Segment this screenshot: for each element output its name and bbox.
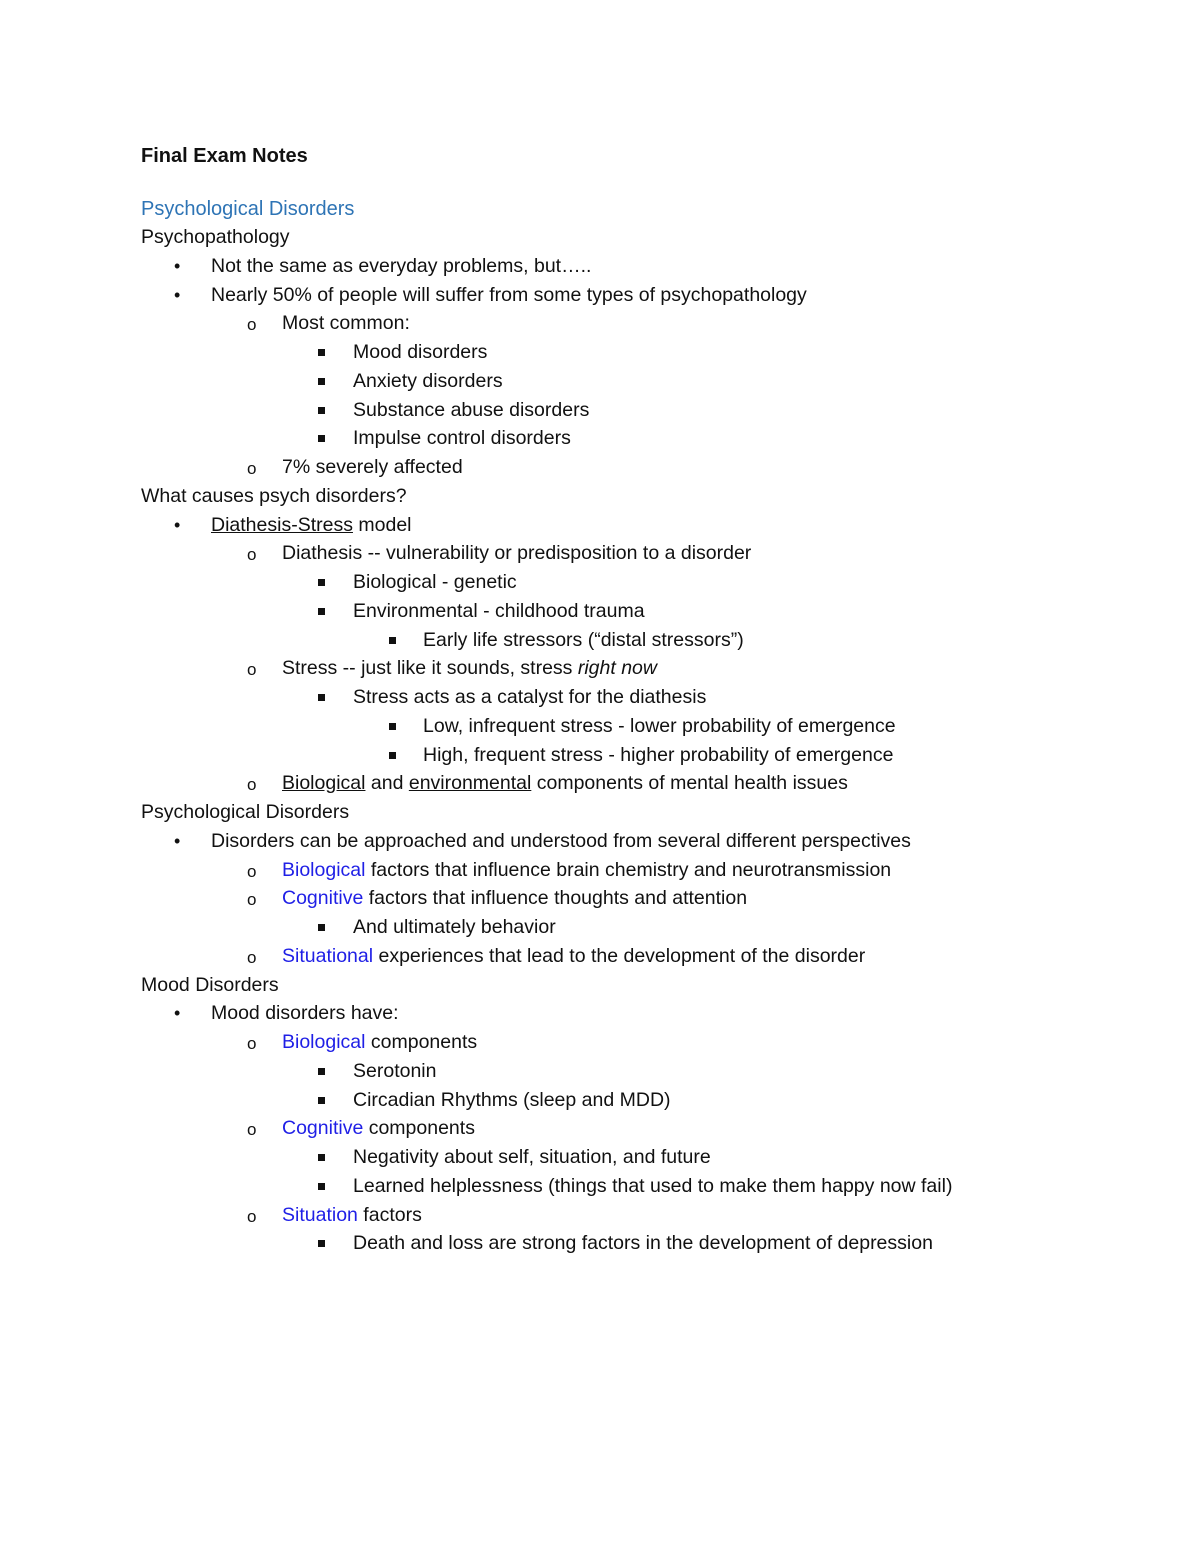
text-segment: Impulse control disorders (353, 427, 571, 450)
text-segment: Biological (282, 1031, 366, 1053)
text-segment: Mood Disorders (141, 973, 279, 996)
outline-subheading (0, 223, 1200, 252)
outline-text (353, 568, 517, 597)
bullet-square (318, 924, 325, 931)
bullet-circle: o (247, 861, 257, 881)
bullet-square (318, 579, 325, 586)
bullet-square (389, 752, 396, 759)
outline-item (0, 913, 1200, 942)
bullet-dot: • (174, 1003, 181, 1024)
outline-text (211, 252, 591, 281)
text-segment: Environmental - childhood trauma (353, 599, 645, 622)
bullet-circle: o (247, 1120, 257, 1140)
text-segment: Most common: (282, 312, 410, 335)
section-heading: Psychological Disorders (141, 198, 355, 220)
outline-item (0, 942, 1200, 971)
outline-text (353, 396, 589, 425)
outline-item (0, 367, 1200, 396)
bullet-square (318, 378, 325, 385)
outline-item (0, 511, 1200, 540)
text-segment: Stress -- just like it sounds, stress (282, 657, 578, 680)
outline-text (211, 827, 911, 856)
text-segment: model (352, 513, 412, 536)
text-segment: Low, infrequent stress - lower probability of emergence (423, 714, 896, 737)
outline-text (423, 741, 893, 770)
outline-text (282, 654, 657, 683)
text-segment: Not the same as everyday problems, but….. (211, 254, 592, 277)
text-segment: High, frequent stress - higher probability of emergence (423, 743, 894, 766)
outline-item (0, 1114, 1200, 1143)
bullet-square (389, 723, 396, 730)
text-segment: Early life stressors (“distal stressors”) (423, 628, 744, 651)
text-segment: right now (577, 657, 657, 680)
outline-item (0, 338, 1200, 367)
text-segment: factors that influence thoughts and attention (363, 887, 748, 910)
outline-subheading (0, 798, 1200, 827)
outline-item (0, 453, 1200, 482)
outline-text (282, 539, 751, 568)
outline-item (0, 1229, 1200, 1258)
outline-text (353, 683, 706, 712)
text-segment: Psychopathology (141, 226, 290, 248)
outline-item (0, 539, 1200, 568)
bullet-square (318, 1183, 325, 1190)
outline-subheading (0, 482, 1200, 511)
bullet-dot: • (174, 830, 181, 851)
outline-text (282, 1028, 477, 1057)
bullet-circle: o (247, 660, 257, 680)
outline-item (0, 1143, 1200, 1172)
text-segment: Learned helplessness (things that used to make them happy now fail) (353, 1174, 953, 1197)
outline-text (353, 367, 503, 396)
text-segment: Anxiety disorders (353, 369, 503, 392)
text-segment: Disorders can be approached and understood from several different perspectives (211, 829, 911, 852)
outline-text (141, 223, 290, 252)
outline-text (282, 1114, 475, 1143)
text-segment: factors that influence brain chemistry and neurotransmission (365, 858, 892, 881)
text-segment: Psychological Disorders (141, 801, 350, 823)
bullet-dot: • (174, 255, 181, 276)
text-segment: And ultimately behavior (353, 916, 556, 938)
bullet-circle: o (247, 890, 257, 910)
outline-item (0, 884, 1200, 913)
outline-text (353, 1057, 436, 1086)
outline-item (0, 654, 1200, 683)
text-segment: and (365, 772, 409, 795)
text-segment: Diathesis-Stress (211, 513, 353, 536)
bullet-dot: • (174, 284, 181, 305)
text-segment: experiences that lead to the development of the disorder (373, 944, 866, 967)
text-segment: components (363, 1117, 475, 1140)
bullet-square (318, 694, 325, 701)
outline-item (0, 252, 1200, 281)
bullet-square (318, 608, 325, 615)
outline-text (141, 971, 279, 1000)
document-title: Final Exam Notes (141, 145, 308, 167)
text-segment: Substance abuse disorders (353, 398, 590, 421)
outline-item (0, 1086, 1200, 1115)
outline-item (0, 683, 1200, 712)
outline-text (282, 884, 747, 913)
outline-item (0, 741, 1200, 770)
text-segment: Stress acts as a catalyst for the diathesis (353, 686, 707, 708)
text-segment: Negativity about self, situation, and future (353, 1146, 711, 1168)
text-segment: Situation (282, 1203, 358, 1226)
outline-text (423, 626, 744, 655)
text-segment: Diathesis -- vulnerability or predisposition to a disorder (282, 542, 752, 565)
bullet-dot: • (174, 514, 181, 535)
text-segment: Circadian Rhythms (sleep and MDD) (353, 1088, 671, 1111)
outline-item (0, 568, 1200, 597)
bullet-circle: o (247, 459, 257, 478)
outline-item (0, 626, 1200, 655)
bullet-circle: o (247, 947, 257, 967)
text-segment: Mood disorders have: (211, 1002, 399, 1025)
outline-text (282, 856, 891, 885)
text-segment: components (365, 1031, 478, 1053)
outline-text (141, 798, 349, 827)
outline-item (0, 1172, 1200, 1201)
text-segment: What causes psych disorders? (141, 484, 407, 507)
bullet-square (318, 1240, 325, 1247)
text-segment: environmental (408, 772, 532, 795)
bullet-circle: o (247, 315, 257, 335)
outline-item (0, 1028, 1200, 1057)
text-segment: Cognitive (282, 887, 364, 910)
bullet-square (389, 637, 396, 644)
outline-text (353, 1086, 671, 1115)
outline-subheading (0, 971, 1200, 1000)
bullet-circle: o (247, 1034, 257, 1053)
text-segment: components of mental health issues (531, 772, 848, 795)
outline-text (282, 1201, 422, 1230)
outline-text (353, 1229, 933, 1258)
bullet-circle: o (247, 1206, 257, 1226)
outline-item (0, 597, 1200, 626)
outline-text (353, 338, 487, 367)
text-segment: Biological (282, 858, 366, 881)
text-segment: Death and loss are strong factors in the development of depression (353, 1232, 933, 1255)
outline-text (353, 1143, 711, 1172)
bullet-square (318, 1068, 325, 1075)
outline-text (282, 453, 463, 482)
outline-item (0, 309, 1200, 338)
bullet-square (318, 407, 325, 414)
outline-item (0, 827, 1200, 856)
outline-text (423, 712, 896, 741)
bullet-square (318, 1097, 325, 1104)
outline-text (211, 281, 807, 310)
outline-item (0, 281, 1200, 310)
outline-text (353, 1172, 952, 1201)
bullet-circle: o (247, 775, 257, 795)
outline-item (0, 856, 1200, 885)
text-segment: Biological (282, 772, 366, 795)
outline-text (353, 913, 556, 942)
outline-item (0, 1057, 1200, 1086)
outline-item (0, 712, 1200, 741)
outline-item (0, 999, 1200, 1028)
outline-text (141, 482, 407, 511)
text-segment: factors (357, 1203, 422, 1226)
text-segment: Mood disorders (353, 341, 488, 363)
text-segment: Biological - genetic (353, 571, 517, 593)
bullet-square (318, 1154, 325, 1161)
outline-item (0, 769, 1200, 798)
outline-item (0, 396, 1200, 425)
outline-text (353, 424, 571, 453)
outline-text (211, 511, 412, 540)
bullet-square (318, 349, 325, 356)
outline-text (282, 942, 865, 971)
text-segment: Situational (282, 944, 374, 967)
bullet-square (318, 435, 325, 442)
text-segment: Cognitive (282, 1117, 364, 1140)
outline-item (0, 424, 1200, 453)
bullet-circle: o (247, 545, 257, 565)
outline-text (211, 999, 399, 1028)
outline-text (282, 309, 410, 338)
text-segment: Nearly 50% of people will suffer from some types of psychopathology (211, 283, 807, 306)
outline-text (353, 597, 645, 626)
text-segment: Serotonin (353, 1059, 437, 1082)
outline-item (0, 1201, 1200, 1230)
notes-outline (0, 223, 1200, 1258)
text-segment: 7% severely affected (282, 456, 463, 478)
outline-text (282, 769, 848, 798)
